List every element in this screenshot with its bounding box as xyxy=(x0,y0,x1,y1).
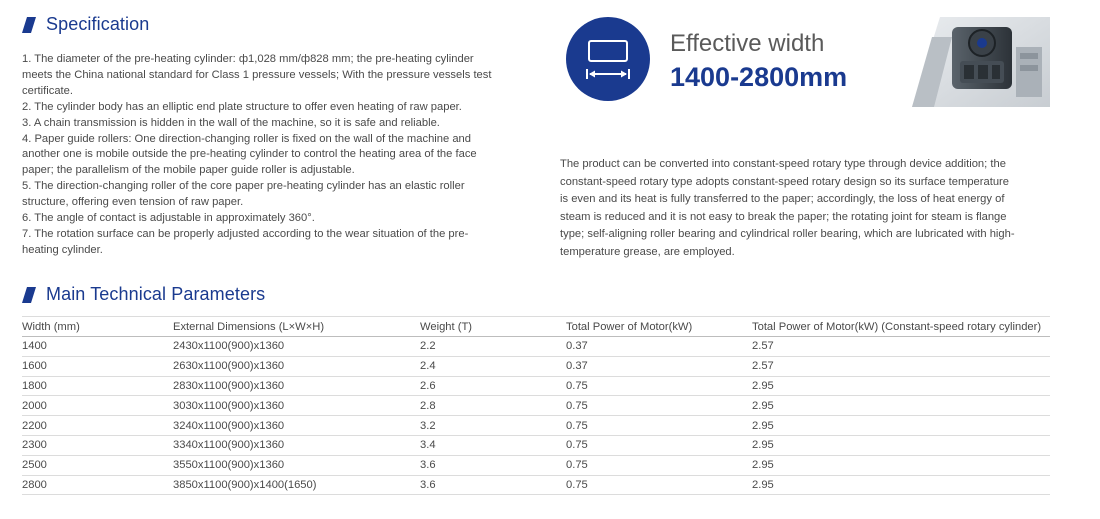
cell-width: 1800 xyxy=(22,379,47,392)
cell-weight: 3.6 xyxy=(420,459,436,472)
table-row xyxy=(22,377,1050,397)
width-screen-icon xyxy=(588,40,628,62)
slash-mark-icon xyxy=(22,287,36,303)
cell-motor-power-constant: 2.95 xyxy=(752,439,774,452)
cell-dimensions: 3550x1100(900)x1360 xyxy=(173,459,285,472)
product-description: The product can be converted into constant-speed rotary type through device addition; the constant-speed rotary type adopts constant-speed rotary design so its surface temperature is even and its heat is fully transferred to the paper; accordingly, the loss of heat energy of steam is reduced and it is not easy to break the paper; the rotating joint for steam is flange type; self-aligning roller bearing and cylindrical roller bearing, which are lubricated with high-temperature grease, are employed. xyxy=(560,158,1015,258)
cell-weight: 2.6 xyxy=(420,379,436,392)
table-header-row xyxy=(22,316,1050,337)
cell-motor-power-constant: 2.95 xyxy=(752,399,774,412)
cell-width: 2800 xyxy=(22,478,47,491)
header-dimensions: External Dimensions (L×W×H) xyxy=(173,320,325,333)
cell-motor-power: 0.37 xyxy=(566,360,588,373)
cell-dimensions: 2630x1100(900)x1360 xyxy=(173,360,285,373)
parameters-header xyxy=(22,284,265,305)
spec-item: 5. The direction-changing roller of the core paper pre-heating cylinder has an elastic roller structure, offering even tension of raw paper. xyxy=(22,180,465,209)
cell-dimensions: 2830x1100(900)x1360 xyxy=(173,379,285,392)
cell-width: 1600 xyxy=(22,360,47,373)
cell-weight: 2.2 xyxy=(420,340,436,353)
cell-dimensions: 3850x1100(900)x1400(1650) xyxy=(173,478,317,491)
cell-dimensions: 3030x1100(900)x1360 xyxy=(173,399,285,412)
cell-motor-power-constant: 2.95 xyxy=(752,459,774,472)
cell-weight: 3.4 xyxy=(420,439,436,452)
specification-title: Specification xyxy=(46,14,150,34)
cell-width: 2200 xyxy=(22,419,47,432)
effective-width-value: 1400-2800mm xyxy=(670,62,848,92)
cell-weight: 2.4 xyxy=(420,360,436,373)
parameters-title: Main Technical Parameters xyxy=(46,284,266,304)
cell-dimensions: 3340x1100(900)x1360 xyxy=(173,439,285,452)
spec-item: 2. The cylinder body has an elliptic end plate structure to offer even heating of raw paper. xyxy=(22,100,462,113)
cell-width: 2300 xyxy=(22,439,47,452)
table-row xyxy=(22,357,1050,377)
cell-motor-power: 0.75 xyxy=(566,439,588,452)
cell-width: 2000 xyxy=(22,399,47,412)
header-motor-power: Total Power of Motor(kW) xyxy=(566,320,693,333)
spec-item: 7. The rotation surface can be properly adjusted according to the wear situation of the pre-heating cylinder. xyxy=(22,227,469,256)
effective-width-label: Effective width xyxy=(670,30,825,57)
cell-width: 1400 xyxy=(22,340,47,353)
slash-mark-icon xyxy=(22,17,36,33)
cell-motor-power-constant: 2.95 xyxy=(752,419,774,432)
cell-motor-power-constant: 2.95 xyxy=(752,379,774,392)
cell-motor-power: 0.75 xyxy=(566,459,588,472)
spec-item: 3. A chain transmission is hidden in the wall of the machine, so it is safe and reliable. xyxy=(22,116,440,129)
spec-item: 4. Paper guide rollers: One direction-changing roller is fixed on the wall of the machine and another one is mobile outside the pre-heating cylinder to control the heating area of the face paper; the parallelism of the mobile paper guide roller is adjustable. xyxy=(22,132,477,177)
header-motor-power-constant: Total Power of Motor(kW) (Constant-speed rotary cylinder) xyxy=(752,320,1042,333)
table-row xyxy=(22,456,1050,476)
double-arrow-icon xyxy=(586,69,630,79)
table-row xyxy=(22,337,1050,357)
cell-dimensions: 3240x1100(900)x1360 xyxy=(173,419,285,432)
table-row xyxy=(22,416,1050,436)
cell-motor-power-constant: 2.57 xyxy=(752,340,774,353)
cell-motor-power: 0.75 xyxy=(566,419,588,432)
table-row xyxy=(22,436,1050,456)
effective-width-badge xyxy=(566,17,650,101)
cell-width: 2500 xyxy=(22,459,47,472)
cell-weight: 2.8 xyxy=(420,399,436,412)
header-width: Width (mm) xyxy=(22,320,80,333)
cell-motor-power-constant: 2.57 xyxy=(752,360,774,373)
cell-weight: 3.2 xyxy=(420,419,436,432)
cell-motor-power: 0.75 xyxy=(566,379,588,392)
cell-dimensions: 2430x1100(900)x1360 xyxy=(173,340,285,353)
cell-motor-power: 0.37 xyxy=(566,340,588,353)
spec-item: 6. The angle of contact is adjustable in approximately 360°. xyxy=(22,212,315,225)
machine-photo xyxy=(912,17,1050,107)
table-row xyxy=(22,396,1050,416)
spec-item: 1. The diameter of the pre-heating cylinder: ф1,028 mm/ф828 mm; the pre-heating cylinder meets the China national standard for Class 1 pressure vessels; With the pressure vessels test certificate. xyxy=(22,53,492,97)
table-row xyxy=(22,476,1050,496)
specification-list xyxy=(22,52,500,259)
parameters-table xyxy=(22,316,1050,495)
specification-header xyxy=(22,14,149,35)
cell-motor-power: 0.75 xyxy=(566,478,588,491)
header-weight: Weight (T) xyxy=(420,320,473,333)
cell-weight: 3.6 xyxy=(420,478,436,491)
cell-motor-power: 0.75 xyxy=(566,399,588,412)
cell-motor-power-constant: 2.95 xyxy=(752,478,774,491)
